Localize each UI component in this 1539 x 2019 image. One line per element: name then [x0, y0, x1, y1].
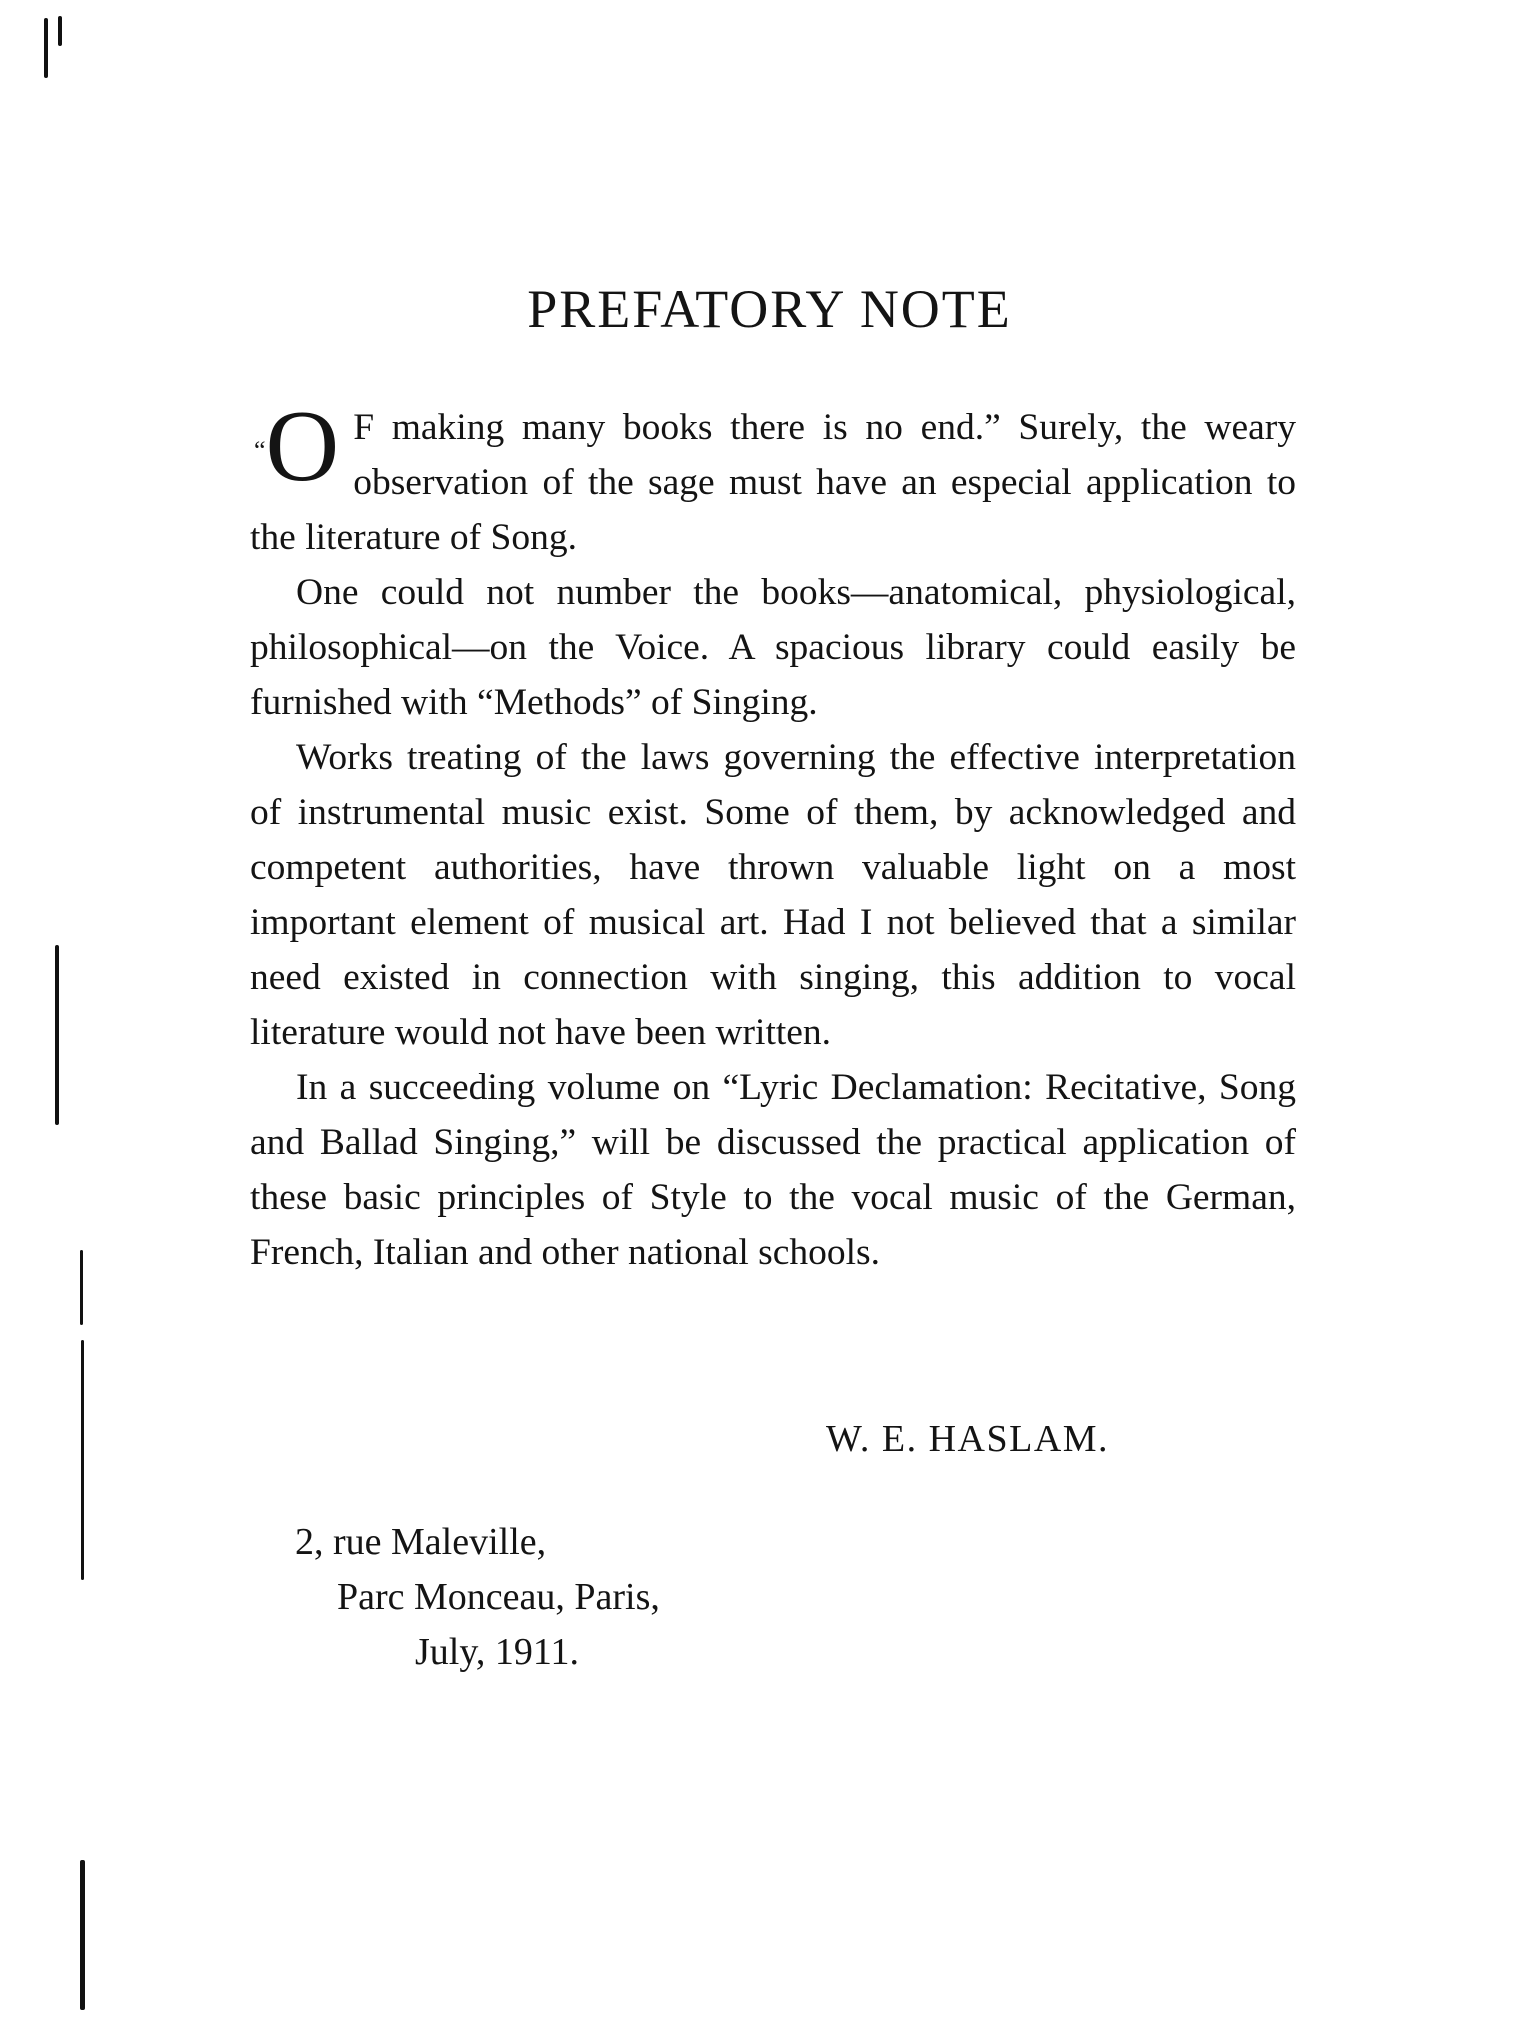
- address-line-2: Parc Monceau, Paris,: [337, 1576, 660, 1618]
- scan-mark-left-lower-2: [81, 1340, 84, 1580]
- scan-mark-top-left: [44, 18, 48, 78]
- scan-mark-left-middle: [55, 945, 59, 1125]
- scan-mark-top-left-2: [58, 16, 62, 46]
- opening-text: F making many books there is no end.” Surely, the weary observation of the sage must have an especial application to the literature of Song.: [250, 407, 1296, 558]
- opening-paragraph: [250, 390, 1296, 565]
- author-signature: W. E. HASLAM.: [826, 1418, 1110, 1460]
- address-line-1: 2, rue Maleville,: [295, 1521, 547, 1563]
- paragraph-2: One could not number the books—anatomical, physiological, philosophical—on the Voice. A spacious library could easily be furnished with “Methods” of Singing.: [250, 572, 1296, 723]
- opening-quote-mark: “: [254, 436, 266, 465]
- page-title: PREFATORY NOTE: [527, 279, 1012, 339]
- drop-cap: [254, 390, 340, 503]
- paragraph-3: Works treating of the laws governing the effective interpretation of instrumental music exist. Some of them, by acknowledged and competent authorities, have thrown valuable light on a most important element of musical art. Had I not believed that a similar need existed in connection with singing, this addition to vocal literature would not have been written.: [250, 737, 1296, 1053]
- address-date: July, 1911.: [415, 1631, 579, 1673]
- drop-cap-letter: O: [265, 390, 340, 503]
- scan-mark-left-lower-1: [80, 1250, 83, 1325]
- scan-mark-left-bottom: [80, 1860, 85, 2010]
- preface-body: [250, 390, 1296, 1280]
- paragraph-4: In a succeeding volume on “Lyric Declamation: Recitative, Song and Ballad Singing,” will be discussed the practical application of these basic principles of Style to the vocal music of the German, French, Italian and other national schools.: [250, 1067, 1296, 1273]
